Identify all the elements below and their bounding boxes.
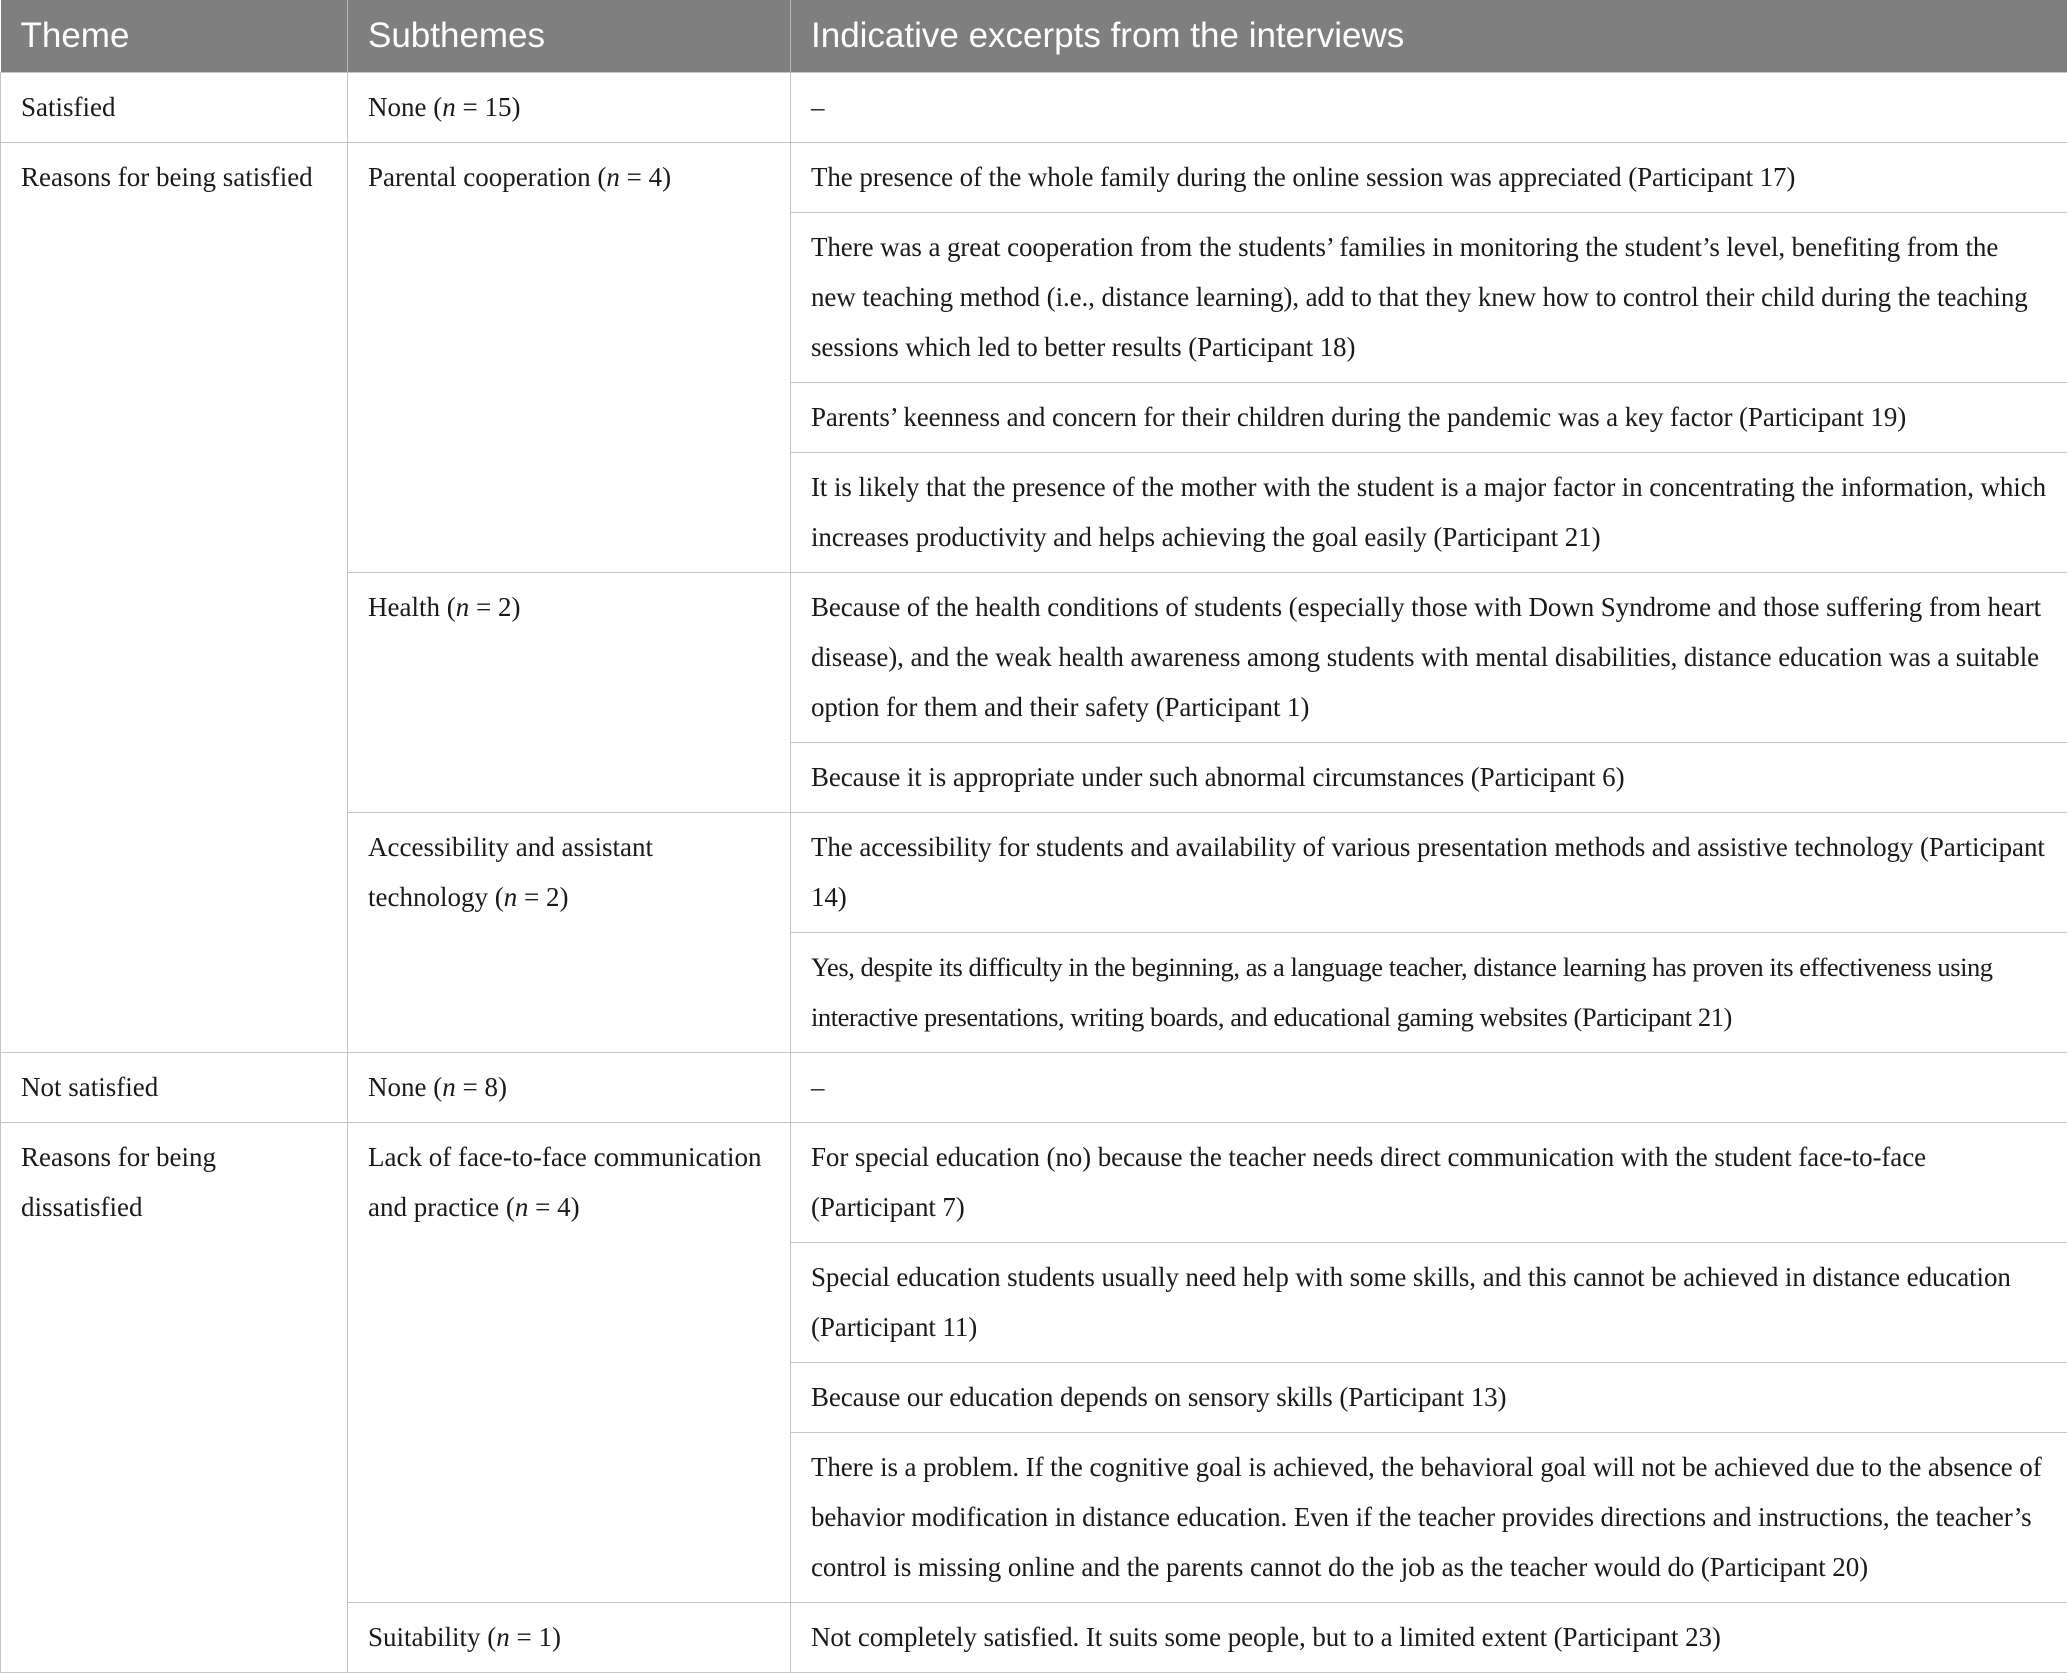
subtheme-count-open: ( (447, 592, 456, 622)
subtheme-count-open: ( (433, 1072, 442, 1102)
excerpt-cell: It is likely that the presence of the mother with the student is a major factor in concentrating the information, which increases productivity and helps achieving the goal easily (Participant 21) (791, 453, 2067, 573)
subtheme-count-var: n (442, 1072, 456, 1102)
subtheme-label: Accessibility and assistant technology (368, 832, 653, 912)
excerpt-cell: Yes, despite its difficulty in the beginning, as a language teacher, distance learning has proven its effectiveness using interactive presentations, writing boards, and educational gaming websites (Participant 21) (791, 933, 2067, 1053)
subtheme-cell (348, 73, 791, 143)
excerpt-cell: The presence of the whole family during the online session was appreciated (Participant 17) (791, 143, 2067, 213)
subtheme-count-var: n (504, 882, 518, 912)
table-header (1, 0, 2067, 73)
subtheme-cell (348, 1123, 791, 1603)
excerpt-cell: Because of the health conditions of students (especially those with Down Syndrome and those suffering from heart disease), and the weak health awareness among students with mental disabilities, distance education was a suitable option for them and their safety (Participant 1) (791, 573, 2067, 743)
excerpt-cell: – (791, 1053, 2067, 1123)
subtheme-cell (348, 143, 791, 573)
subtheme-count-value: = 15) (456, 92, 521, 122)
excerpt-cell: For special education (no) because the teacher needs direct communication with the student face-to-face (Participant 7) (791, 1123, 2067, 1243)
subtheme-count-value: = 4) (620, 162, 671, 192)
subtheme-count-var: n (606, 162, 620, 192)
subtheme-count-open: ( (433, 92, 442, 122)
subtheme-label: Parental cooperation (368, 162, 591, 192)
table-row (1, 1053, 2067, 1123)
subtheme-cell (348, 1603, 791, 1673)
subtheme-count-var: n (515, 1192, 529, 1222)
subtheme-count-var: n (456, 592, 470, 622)
theme-cell: Satisfied (1, 73, 348, 143)
excerpt-cell: – (791, 73, 2067, 143)
excerpt-cell: There was a great cooperation from the students’ families in monitoring the student’s level, benefiting from the new teaching method (i.e., distance learning), add to that they knew how to control their child during the teaching sessions which led to better results (Participant 18) (791, 213, 2067, 383)
subtheme-count-open: ( (495, 882, 504, 912)
subtheme-label: Lack of face-to-face communication and practice (368, 1142, 762, 1222)
header-row (1, 0, 2067, 73)
subtheme-count-value: = 2) (517, 882, 568, 912)
table-row (1, 73, 2067, 143)
header-theme: Theme (1, 0, 348, 73)
theme-cell: Reasons for being satisfied (1, 143, 348, 1053)
excerpt-cell: Parents’ keenness and concern for their children during the pandemic was a key factor (Participant 19) (791, 383, 2067, 453)
excerpt-cell: Special education students usually need help with some skills, and this cannot be achieved in distance education (Participant 11) (791, 1243, 2067, 1363)
subtheme-count-value: = 4) (528, 1192, 579, 1222)
subtheme-count-value: = 8) (456, 1072, 507, 1102)
subtheme-label: Suitability (368, 1622, 481, 1652)
table-row (1, 143, 2067, 213)
excerpt-cell: Because it is appropriate under such abnormal circumstances (Participant 6) (791, 743, 2067, 813)
header-excerpts: Indicative excerpts from the interviews (791, 0, 2067, 73)
excerpt-cell: Not completely satisfied. It suits some people, but to a limited extent (Participant 23) (791, 1603, 2067, 1673)
subtheme-count-value: = 1) (510, 1622, 561, 1652)
theme-cell: Reasons for being dissatisfied (1, 1123, 348, 1673)
table-row (1, 1123, 2067, 1243)
subtheme-count-value: = 2) (469, 592, 520, 622)
excerpt-cell: Because our education depends on sensory skills (Participant 13) (791, 1363, 2067, 1433)
theme-cell: Not satisfied (1, 1053, 348, 1123)
excerpt-cell: There is a problem. If the cognitive goal is achieved, the behavioral goal will not be achieved due to the absence of behavior modification in distance education. Even if the teacher provides directions and instructions, the teacher’s control is missing online and the parents cannot do the job as the teacher would do (Participant 20) (791, 1433, 2067, 1603)
table-body (1, 73, 2067, 1673)
subtheme-count-var: n (442, 92, 456, 122)
header-subthemes: Subthemes (348, 0, 791, 73)
subtheme-label: None (368, 1072, 426, 1102)
subtheme-count-open: ( (487, 1622, 496, 1652)
subtheme-label: None (368, 92, 426, 122)
subtheme-count-open: ( (506, 1192, 515, 1222)
subtheme-count-open: ( (597, 162, 606, 192)
subtheme-cell (348, 813, 791, 1053)
subtheme-cell (348, 1053, 791, 1123)
subtheme-label: Health (368, 592, 440, 622)
subtheme-cell (348, 573, 791, 813)
subtheme-count-var: n (496, 1622, 510, 1652)
excerpt-cell: The accessibility for students and availability of various presentation methods and assistive technology (Participant 14) (791, 813, 2067, 933)
